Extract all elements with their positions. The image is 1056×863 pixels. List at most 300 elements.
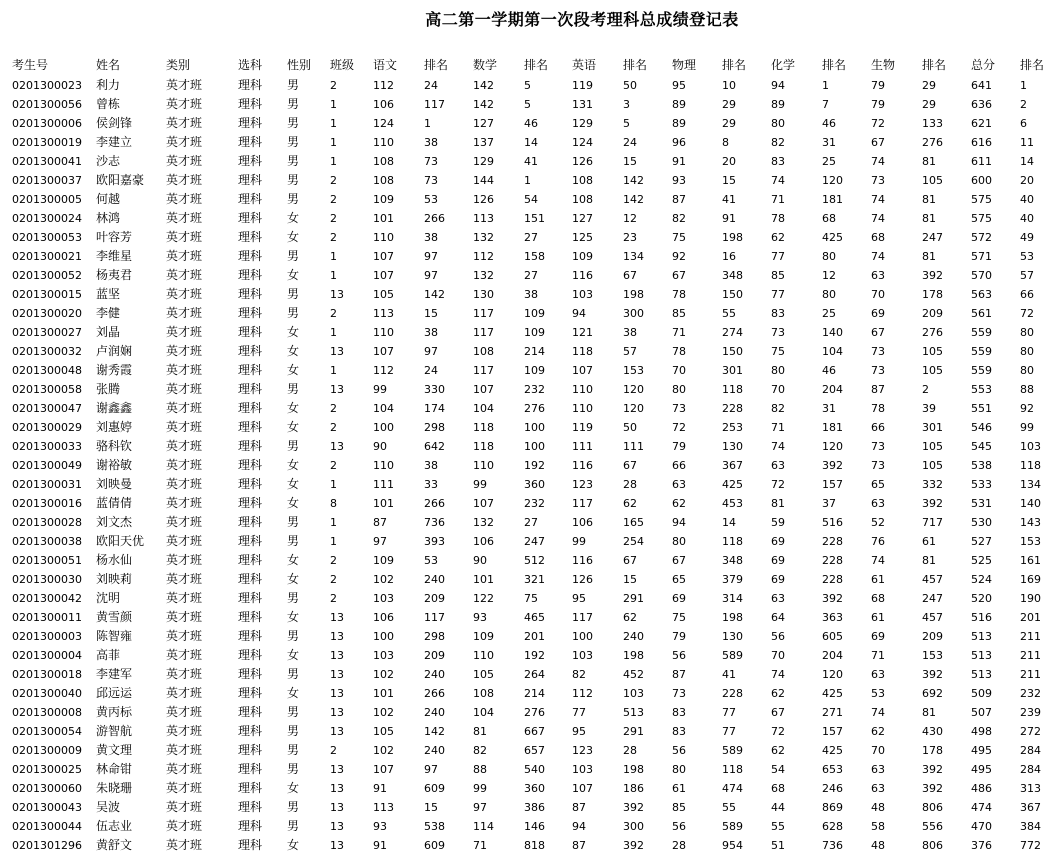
cell-math: 122 — [473, 592, 494, 605]
cell-exam-id: 0201300027 — [12, 326, 82, 339]
cell-class: 1 — [330, 326, 337, 339]
cell-gender: 男 — [287, 667, 300, 681]
cell-name: 朱晓珊 — [96, 781, 133, 795]
cell-english: 121 — [572, 326, 593, 339]
cell-chemistry: 69 — [771, 573, 785, 586]
cell-chinese: 100 — [373, 421, 394, 434]
cell-math-rank: 146 — [524, 820, 545, 833]
cell-biology: 69 — [871, 630, 885, 643]
column-header-exam-id: 考生号 — [12, 58, 49, 72]
cell-physics: 95 — [672, 79, 686, 92]
cell-physics-rank: 77 — [722, 725, 736, 738]
cell-exam-id: 0201300037 — [12, 174, 82, 187]
cell-biology-rank: 247 — [922, 231, 943, 244]
cell-chemistry: 81 — [771, 497, 785, 510]
cell-total: 495 — [971, 744, 992, 757]
cell-name: 林命钳 — [96, 762, 133, 776]
cell-chinese: 107 — [373, 763, 394, 776]
cell-biology: 79 — [871, 98, 885, 111]
cell-chemistry-rank: 425 — [822, 231, 843, 244]
table-row — [12, 494, 1050, 513]
column-header-physics: 物理 — [672, 58, 697, 72]
cell-physics-rank: 198 — [722, 231, 743, 244]
cell-math-rank: 264 — [524, 668, 545, 681]
cell-biology-rank: 247 — [922, 592, 943, 605]
cell-biology: 63 — [871, 497, 885, 510]
cell-track: 理科 — [238, 819, 263, 833]
cell-class: 1 — [330, 250, 337, 263]
cell-exam-id: 0201300005 — [12, 193, 82, 206]
table-body — [12, 76, 1050, 855]
cell-english-rank: 111 — [623, 440, 644, 453]
cell-english: 110 — [572, 383, 593, 396]
cell-math-rank: 109 — [524, 307, 545, 320]
cell-exam-id: 0201300041 — [12, 155, 82, 168]
table-row — [12, 133, 1050, 152]
cell-physics: 80 — [672, 763, 686, 776]
cell-chemistry: 77 — [771, 288, 785, 301]
cell-exam-id: 0201300030 — [12, 573, 82, 586]
cell-class: 13 — [330, 763, 344, 776]
cell-track: 理科 — [238, 382, 263, 396]
cell-class: 2 — [330, 592, 337, 605]
cell-class: 13 — [330, 687, 344, 700]
cell-math: 110 — [473, 459, 494, 472]
cell-track: 理科 — [238, 344, 263, 358]
cell-chinese: 87 — [373, 516, 387, 529]
cell-chemistry: 51 — [771, 839, 785, 852]
cell-exam-id: 0201300042 — [12, 592, 82, 605]
cell-english-rank: 392 — [623, 839, 644, 852]
cell-name: 蓝倩倩 — [96, 496, 133, 510]
cell-chemistry-rank: 653 — [822, 763, 843, 776]
cell-gender: 男 — [287, 78, 300, 92]
cell-biology-rank: 332 — [922, 478, 943, 491]
cell-category: 英才班 — [166, 743, 203, 757]
cell-total: 616 — [971, 136, 992, 149]
cell-math-rank: 657 — [524, 744, 545, 757]
cell-class: 1 — [330, 364, 337, 377]
cell-biology: 74 — [871, 250, 885, 263]
cell-chemistry-rank: 104 — [822, 345, 843, 358]
cell-math-rank: 27 — [524, 516, 538, 529]
cell-biology: 76 — [871, 535, 885, 548]
cell-biology: 66 — [871, 421, 885, 434]
cell-chinese: 108 — [373, 174, 394, 187]
cell-physics-rank: 118 — [722, 535, 743, 548]
cell-chemistry: 74 — [771, 174, 785, 187]
cell-exam-id: 0201300032 — [12, 345, 82, 358]
cell-gender: 男 — [287, 154, 300, 168]
cell-math: 118 — [473, 440, 494, 453]
cell-category: 英才班 — [166, 382, 203, 396]
cell-biology: 87 — [871, 383, 885, 396]
cell-gender: 女 — [287, 325, 300, 339]
cell-name: 骆科钦 — [96, 439, 133, 453]
cell-physics-rank: 589 — [722, 744, 743, 757]
table-row — [12, 399, 1050, 418]
cell-physics: 72 — [672, 421, 686, 434]
cell-total: 559 — [971, 326, 992, 339]
cell-chemistry: 80 — [771, 117, 785, 130]
cell-total: 570 — [971, 269, 992, 282]
cell-gender: 男 — [287, 800, 300, 814]
cell-chinese-rank: 117 — [424, 611, 445, 624]
cell-gender: 男 — [287, 819, 300, 833]
cell-physics: 67 — [672, 554, 686, 567]
table-row — [12, 665, 1050, 684]
cell-english-rank: 15 — [623, 573, 637, 586]
cell-english: 87 — [572, 801, 586, 814]
cell-chinese-rank: 117 — [424, 98, 445, 111]
cell-track: 理科 — [238, 515, 263, 529]
cell-chinese: 91 — [373, 782, 387, 795]
cell-gender: 男 — [287, 591, 300, 605]
cell-gender: 女 — [287, 648, 300, 662]
cell-exam-id: 0201300025 — [12, 763, 82, 776]
cell-physics-rank: 589 — [722, 820, 743, 833]
cell-physics-rank: 348 — [722, 269, 743, 282]
cell-math: 126 — [473, 193, 494, 206]
cell-name: 杨夷君 — [96, 268, 133, 282]
cell-name: 蓝坚 — [96, 287, 121, 301]
cell-math: 93 — [473, 611, 487, 624]
cell-biology: 63 — [871, 782, 885, 795]
cell-track: 理科 — [238, 629, 263, 643]
cell-chemistry: 62 — [771, 687, 785, 700]
cell-english: 116 — [572, 459, 593, 472]
cell-total: 495 — [971, 763, 992, 776]
cell-exam-id: 0201300040 — [12, 687, 82, 700]
cell-exam-id: 0201300024 — [12, 212, 82, 225]
cell-english: 118 — [572, 345, 593, 358]
column-header-math-rank: 排名 — [524, 58, 549, 72]
cell-physics-rank: 118 — [722, 763, 743, 776]
cell-chinese-rank: 330 — [424, 383, 445, 396]
cell-name: 何越 — [96, 192, 121, 206]
cell-chemistry: 74 — [771, 668, 785, 681]
cell-biology-rank: 392 — [922, 497, 943, 510]
cell-english: 100 — [572, 630, 593, 643]
cell-exam-id: 0201300003 — [12, 630, 82, 643]
cell-total: 516 — [971, 611, 992, 624]
cell-total: 513 — [971, 630, 992, 643]
cell-class: 13 — [330, 345, 344, 358]
cell-biology: 48 — [871, 839, 885, 852]
cell-math-rank: 151 — [524, 212, 545, 225]
cell-math-rank: 360 — [524, 782, 545, 795]
cell-track: 理科 — [238, 211, 263, 225]
cell-category: 英才班 — [166, 306, 203, 320]
cell-chinese: 99 — [373, 383, 387, 396]
column-header-chinese: 语文 — [373, 58, 398, 72]
cell-class: 1 — [330, 516, 337, 529]
cell-english: 99 — [572, 535, 586, 548]
cell-total-rank: 11 — [1020, 136, 1034, 149]
cell-exam-id: 0201300018 — [12, 668, 82, 681]
cell-chinese: 104 — [373, 402, 394, 415]
cell-gender: 女 — [287, 477, 300, 491]
cell-category: 英才班 — [166, 572, 203, 586]
column-header-total: 总分 — [971, 58, 996, 72]
cell-chemistry: 94 — [771, 79, 785, 92]
cell-physics-rank: 55 — [722, 307, 736, 320]
cell-biology: 58 — [871, 820, 885, 833]
cell-physics: 66 — [672, 459, 686, 472]
cell-category: 英才班 — [166, 515, 203, 529]
cell-name: 李健 — [96, 306, 121, 320]
cell-gender: 女 — [287, 230, 300, 244]
cell-chemistry: 44 — [771, 801, 785, 814]
cell-english-rank: 67 — [623, 554, 637, 567]
cell-chemistry: 56 — [771, 630, 785, 643]
cell-physics-rank: 29 — [722, 98, 736, 111]
cell-physics-rank: 16 — [722, 250, 736, 263]
cell-chinese: 97 — [373, 535, 387, 548]
cell-english-rank: 291 — [623, 725, 644, 738]
cell-total-rank: 49 — [1020, 231, 1034, 244]
cell-biology: 48 — [871, 801, 885, 814]
cell-physics: 75 — [672, 231, 686, 244]
table-row — [12, 684, 1050, 703]
cell-physics-rank: 130 — [722, 440, 743, 453]
cell-class: 13 — [330, 288, 344, 301]
cell-chemistry: 67 — [771, 706, 785, 719]
table-row — [12, 380, 1050, 399]
cell-exam-id: 0201300053 — [12, 231, 82, 244]
cell-gender: 女 — [287, 781, 300, 795]
cell-chinese: 107 — [373, 250, 394, 263]
cell-math: 106 — [473, 535, 494, 548]
cell-chinese-rank: 736 — [424, 516, 445, 529]
cell-total: 513 — [971, 668, 992, 681]
cell-biology-rank: 209 — [922, 630, 943, 643]
cell-exam-id: 0201300058 — [12, 383, 82, 396]
cell-physics: 80 — [672, 383, 686, 396]
cell-chemistry-rank: 80 — [822, 250, 836, 263]
cell-total: 470 — [971, 820, 992, 833]
cell-category: 英才班 — [166, 458, 203, 472]
cell-exam-id: 0201300044 — [12, 820, 82, 833]
cell-math: 107 — [473, 497, 494, 510]
table-row — [12, 456, 1050, 475]
cell-total-rank: 99 — [1020, 421, 1034, 434]
cell-name: 叶容芳 — [96, 230, 133, 244]
cell-math-rank: 1 — [524, 174, 531, 187]
cell-chemistry: 71 — [771, 193, 785, 206]
cell-chinese-rank: 53 — [424, 193, 438, 206]
cell-class: 1 — [330, 117, 337, 130]
cell-chemistry-rank: 204 — [822, 383, 843, 396]
cell-exam-id: 0201300051 — [12, 554, 82, 567]
cell-total: 621 — [971, 117, 992, 130]
cell-biology: 67 — [871, 326, 885, 339]
cell-math-rank: 360 — [524, 478, 545, 491]
cell-exam-id: 0201300016 — [12, 497, 82, 510]
cell-total: 533 — [971, 478, 992, 491]
table-row — [12, 532, 1050, 551]
cell-class: 1 — [330, 269, 337, 282]
cell-total: 551 — [971, 402, 992, 415]
cell-exam-id: 0201300038 — [12, 535, 82, 548]
column-header-class: 班级 — [330, 58, 355, 72]
cell-exam-id: 0201300049 — [12, 459, 82, 472]
cell-math: 117 — [473, 364, 494, 377]
cell-english: 110 — [572, 402, 593, 415]
cell-biology: 73 — [871, 440, 885, 453]
cell-physics-rank: 474 — [722, 782, 743, 795]
cell-category: 英才班 — [166, 116, 203, 130]
cell-math-rank: 192 — [524, 649, 545, 662]
cell-chemistry: 71 — [771, 421, 785, 434]
cell-chinese-rank: 97 — [424, 269, 438, 282]
cell-english-rank: 103 — [623, 687, 644, 700]
cell-math-rank: 75 — [524, 592, 538, 605]
cell-physics-rank: 29 — [722, 117, 736, 130]
cell-exam-id: 0201300047 — [12, 402, 82, 415]
cell-math: 101 — [473, 573, 494, 586]
cell-chemistry-rank: 516 — [822, 516, 843, 529]
table-row — [12, 190, 1050, 209]
cell-biology-rank: 392 — [922, 269, 943, 282]
cell-biology: 73 — [871, 174, 885, 187]
cell-name: 黄雪颜 — [96, 610, 133, 624]
cell-biology-rank: 29 — [922, 79, 936, 92]
cell-exam-id: 0201300028 — [12, 516, 82, 529]
cell-name: 高菲 — [96, 648, 121, 662]
cell-physics: 61 — [672, 782, 686, 795]
cell-math: 132 — [473, 231, 494, 244]
cell-total: 636 — [971, 98, 992, 111]
cell-total-rank: 57 — [1020, 269, 1034, 282]
cell-chinese-rank: 97 — [424, 250, 438, 263]
cell-chemistry-rank: 392 — [822, 459, 843, 472]
cell-math-rank: 41 — [524, 155, 538, 168]
cell-total: 524 — [971, 573, 992, 586]
cell-gender: 女 — [287, 401, 300, 415]
cell-chemistry: 55 — [771, 820, 785, 833]
cell-physics: 63 — [672, 478, 686, 491]
cell-english-rank: 186 — [623, 782, 644, 795]
cell-math-rank: 27 — [524, 269, 538, 282]
cell-math: 113 — [473, 212, 494, 225]
cell-physics: 78 — [672, 288, 686, 301]
cell-physics: 91 — [672, 155, 686, 168]
cell-total: 575 — [971, 212, 992, 225]
cell-total-rank: 6 — [1020, 117, 1027, 130]
cell-chemistry-rank: 157 — [822, 725, 843, 738]
cell-name: 李建军 — [96, 667, 133, 681]
column-header-track: 选科 — [238, 58, 263, 72]
cell-total-rank: 153 — [1020, 535, 1041, 548]
table-row — [12, 114, 1050, 133]
cell-math: 110 — [473, 649, 494, 662]
cell-physics: 67 — [672, 269, 686, 282]
cell-chinese: 110 — [373, 231, 394, 244]
cell-biology-rank: 105 — [922, 174, 943, 187]
cell-math: 114 — [473, 820, 494, 833]
cell-math: 88 — [473, 763, 487, 776]
cell-physics-rank: 228 — [722, 687, 743, 700]
cell-total-rank: 384 — [1020, 820, 1041, 833]
cell-class: 2 — [330, 554, 337, 567]
cell-total-rank: 2 — [1020, 98, 1027, 111]
cell-biology: 63 — [871, 269, 885, 282]
cell-math-rank: 100 — [524, 421, 545, 434]
table-row — [12, 247, 1050, 266]
cell-english-rank: 291 — [623, 592, 644, 605]
cell-math: 99 — [473, 782, 487, 795]
cell-biology-rank: 276 — [922, 326, 943, 339]
cell-physics-rank: 91 — [722, 212, 736, 225]
cell-physics: 83 — [672, 706, 686, 719]
cell-chinese: 111 — [373, 478, 394, 491]
cell-physics-rank: 41 — [722, 668, 736, 681]
cell-english: 106 — [572, 516, 593, 529]
cell-english: 126 — [572, 155, 593, 168]
cell-chinese: 102 — [373, 744, 394, 757]
cell-gender: 男 — [287, 705, 300, 719]
cell-english: 94 — [572, 820, 586, 833]
cell-track: 理科 — [238, 306, 263, 320]
cell-gender: 男 — [287, 192, 300, 206]
cell-name: 吴波 — [96, 800, 121, 814]
cell-chinese-rank: 266 — [424, 687, 445, 700]
cell-physics: 89 — [672, 98, 686, 111]
cell-biology-rank: 105 — [922, 459, 943, 472]
cell-english-rank: 513 — [623, 706, 644, 719]
cell-biology-rank: 61 — [922, 535, 936, 548]
cell-math: 137 — [473, 136, 494, 149]
cell-chinese-rank: 38 — [424, 326, 438, 339]
cell-gender: 女 — [287, 572, 300, 586]
cell-total-rank: 103 — [1020, 440, 1041, 453]
cell-physics: 83 — [672, 725, 686, 738]
cell-track: 理科 — [238, 667, 263, 681]
cell-math-rank: 158 — [524, 250, 545, 263]
cell-total-rank: 72 — [1020, 307, 1034, 320]
cell-track: 理科 — [238, 78, 263, 92]
cell-physics: 93 — [672, 174, 686, 187]
cell-class: 13 — [330, 630, 344, 643]
table-row — [12, 228, 1050, 247]
cell-english: 119 — [572, 421, 593, 434]
cell-physics: 78 — [672, 345, 686, 358]
cell-total: 545 — [971, 440, 992, 453]
cell-english-rank: 3 — [623, 98, 630, 111]
cell-category: 英才班 — [166, 325, 203, 339]
cell-name: 卢润娴 — [96, 344, 133, 358]
cell-chemistry: 63 — [771, 459, 785, 472]
cell-english-rank: 142 — [623, 193, 644, 206]
cell-chemistry: 85 — [771, 269, 785, 282]
cell-chinese-rank: 240 — [424, 573, 445, 586]
cell-biology: 73 — [871, 459, 885, 472]
cell-chinese: 90 — [373, 440, 387, 453]
cell-total-rank: 40 — [1020, 212, 1034, 225]
cell-total-rank: 211 — [1020, 630, 1041, 643]
cell-chemistry-rank: 246 — [822, 782, 843, 795]
cell-chinese-rank: 24 — [424, 364, 438, 377]
cell-math: 81 — [473, 725, 487, 738]
cell-chemistry-rank: 80 — [822, 288, 836, 301]
cell-chemistry-rank: 37 — [822, 497, 836, 510]
cell-physics: 80 — [672, 535, 686, 548]
table-row — [12, 722, 1050, 741]
cell-total: 561 — [971, 307, 992, 320]
cell-biology: 62 — [871, 725, 885, 738]
table-row — [12, 741, 1050, 760]
